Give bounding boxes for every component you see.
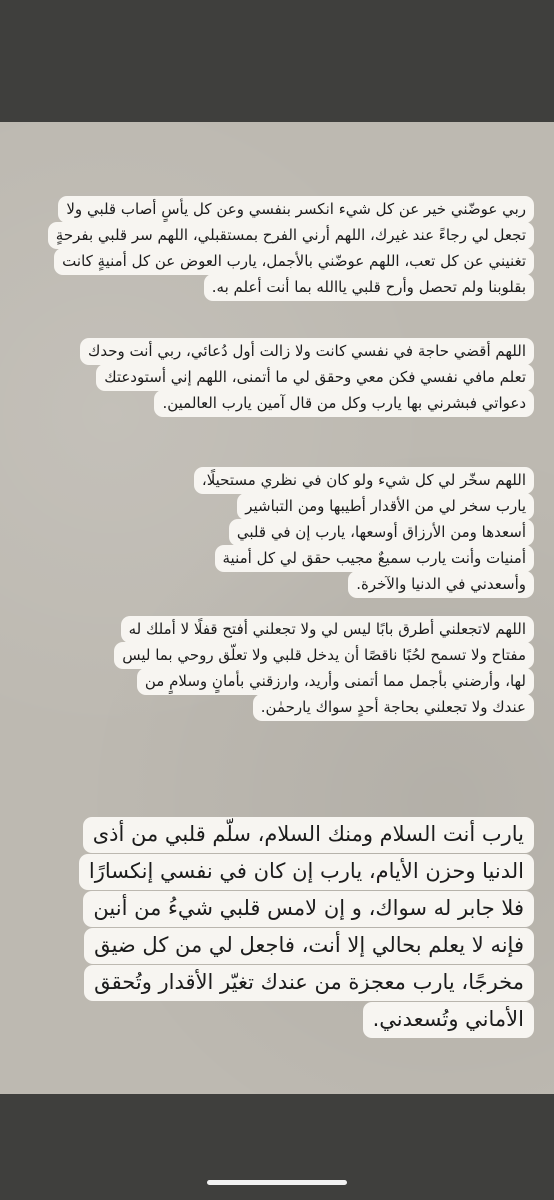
- text-line: الأماني وتُسعدني.: [363, 1002, 534, 1038]
- prayer-paragraph-2: [30, 338, 534, 416]
- text-line: وأسعدني في الدنيا والآخرة.: [348, 571, 534, 598]
- top-dark-bar: [0, 0, 554, 122]
- text-line: تجعل لي رجاءً عند غيرك، اللهم أرني الفرح بمستقبلي، اللهم سر قلبي بفرحةٍ: [48, 222, 534, 249]
- text-line: فلا جابر له سواك، و إن لامس قلبي شيءُ من أنين: [83, 891, 534, 927]
- prayer-paragraph-5: [30, 817, 534, 1039]
- prayer-paragraph-4: [30, 616, 534, 720]
- text-line: عندك ولا تجعلني بحاجة أحدٍ سواك يارحمٰن.: [253, 694, 534, 721]
- text-line: تغنيني عن كل تعب، اللهم عوضّني بالأجمل، يارب العوض عن كل أمنيةٍ كانت: [54, 248, 534, 275]
- text-line: مفتاح ولا تسمح لحُبًا ناقصًا أن يدخل قلبي ولا تعلّق روحي بما ليس: [114, 642, 534, 669]
- text-line: اللهم سخّر لي كل شيء ولو كان في نظري مستحيلًا،: [194, 467, 534, 494]
- prayer-paragraph-1: [30, 196, 534, 300]
- text-line: تعلم مافي نفسي فكن معي وحقق لي ما أتمنى، اللهم إني أستودعتك: [96, 364, 534, 391]
- text-line: يارب أنت السلام ومنك السلام، سلّم قلبي من أذى: [83, 817, 534, 853]
- home-indicator[interactable]: [207, 1180, 347, 1185]
- text-line: يارب سخر لي من الأقدار أطيبها ومن التباشير: [237, 493, 534, 520]
- text-line: فإنه لا يعلم بحالي إلا أنت، فاجعل لي من كل ضيق: [84, 928, 534, 964]
- text-line: الدنيا وحزن الأيام، يارب إن كان في نفسي إنكسارًا: [79, 854, 534, 890]
- text-line: بقلوبنا ولم تحصل وأرح قلبي ياالله بما أنت أعلم به.: [204, 274, 534, 301]
- text-line: أسعدها ومن الأرزاق أوسعها، يارب إن في قلبي: [229, 519, 534, 546]
- text-line: دعواتي فبشرني بها يارب وكل من قال آمين يارب العالمين.: [154, 390, 534, 417]
- text-line: ربي عوضّني خير عن كل شيء انكسر بنفسي وعن كل يأسٍ أصاب قلبي ولا: [58, 196, 534, 223]
- text-line: اللهم أقضي حاجة في نفسي كانت ولا زالت أول دُعائي، ربي أنت وحدك: [80, 338, 534, 365]
- text-line: لها، وأرضني بأجمل مما أتمنى وأريد، وارزقني بأمانٍ وسلامٍ من: [137, 668, 534, 695]
- text-line: مخرجًا، يارب معجزة من عندك تغيّر الأقدار وتُحقق: [84, 965, 534, 1001]
- text-line: أمنيات وأنت يارب سميعٌ مجيب حقق لي كل أمنية: [215, 545, 534, 572]
- prayer-paragraph-3: [30, 467, 534, 597]
- text-line: اللهم لاتجعلني أطرق بابًا ليس لي ولا تجعلني أفتح قفلًا لا أملك له: [121, 616, 534, 643]
